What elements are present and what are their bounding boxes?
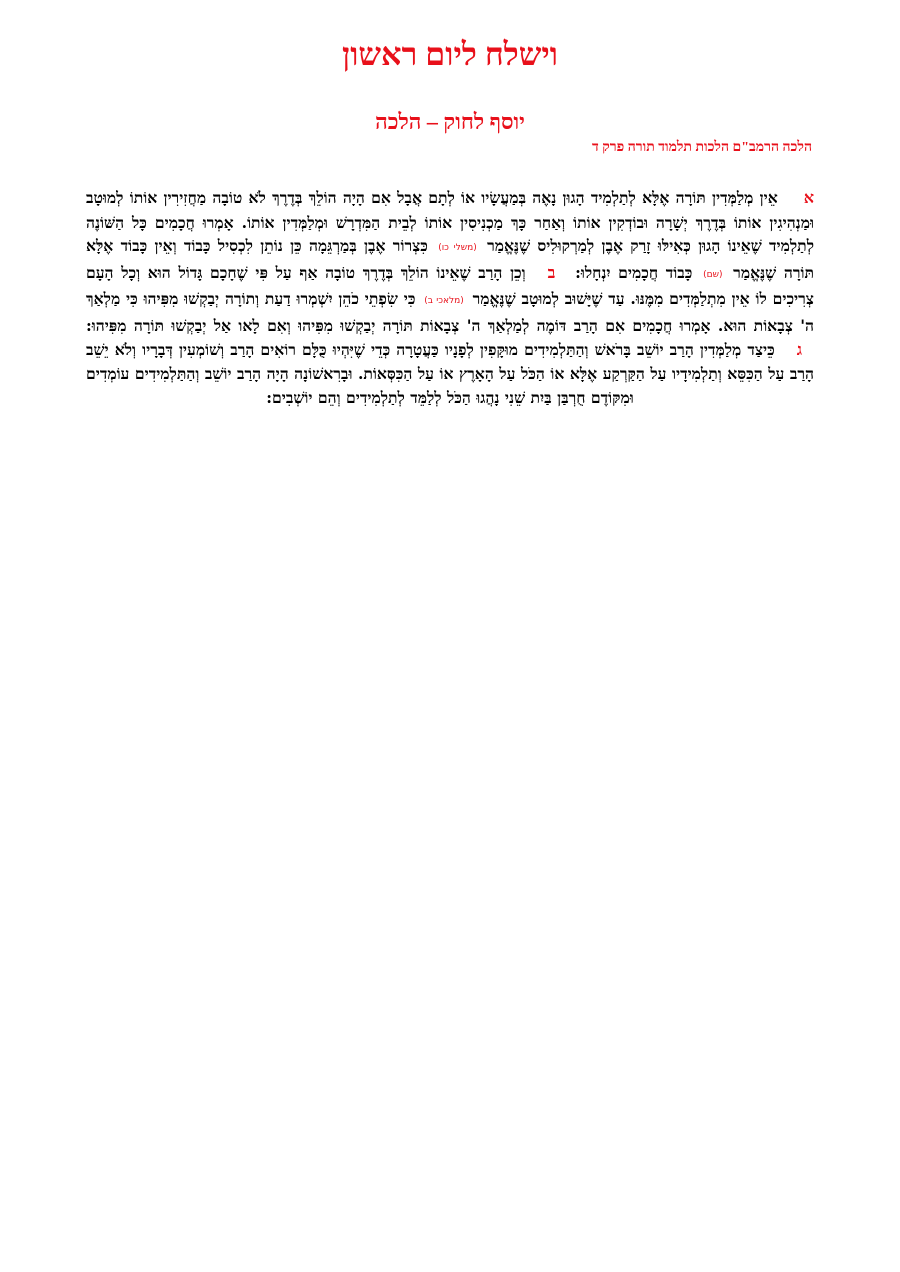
halacha-number: ב [547, 264, 556, 282]
halacha-text: וְכֵן הָרַב שֶׁאֵינוֹ הוֹלֵךְ בְּדֶרֶךְ טוֹבָה אַף עַל פִּי שֶׁחָכָם גָּדוֹל הוּא וְכָל הָעָם צְרִיכִים לוֹ אֵין מִתְלַמְּדִים מִמֶּנּוּ. עַד שֶׁיָּשׁוּב לְמוּטָב שֶׁנֶּאֱמַר [86, 262, 814, 309]
halacha-text: אֵין מְלַמְּדִין תּוֹרָה אֶלָּא לְתַלְמִיד הָגוּן נָאֶה בְּמַעֲשָׂיו אוֹ לְתָם אֲבָל אִם הָיָה הוֹלֵךְ בְּדֶרֶךְ לֹא טוֹבָה מַחֲזִירִין אוֹתוֹ לְמוּטָב וּמַנְהִיגִין אוֹתוֹ בְּדֶרֶךְ יְשָׁרָה וּבוֹדְקִין אוֹתוֹ וְאַחַר כָּךְ מַכְנִיסִין אוֹתוֹ לְבֵית הַמִּדְרָשׁ וּמְלַמְּדִין אוֹתוֹ. אָמְרוּ חֲכָמִים כָּל הַשּׁוֹנֶה לְתַלְמִיד שֶׁאֵינוֹ הָגוּן כְּאִילּוּ זָרַק אֶבֶן לְמַרְקוּלִיס שֶׁנֶּאֱמַר [86, 188, 814, 256]
halacha-text: כֵּיצַד מְלַמְּדִין הָרַב יוֹשֵׁב בָּרֹאשׁ וְהַתַּלְמִידִים מוּקָּפִין לְפָנָיו כַּעֲטָרָה כְּדֵי שֶׁיִּהְיוּ כֻּלָּם רוֹאִים הָרַב וְשׁוֹמְעִין דְּבָרָיו וְלֹא יֵשֵׁב הָרַב עַל הַכִּסֵּא וְתַלְמִידָיו עַל הַקַּרְקַע אֶלָּא אוֹ הַכֹּל עַל הָאָרֶץ אוֹ עַל הַכִּסְּאוֹת. וּבָרִאשׁוֹנָה הָיָה הָרַב יוֹשֵׁב וְהַתַּלְמִידִים עוֹמְדִים וּמִקּוֹדֶם חֻרְבַּן בַּיִת שֵׁנִי נָהֲגוּ הַכֹּל לְלַמֵּד לְתַלְמִידִים וְהֵם יוֹשְׁבִים: [86, 339, 814, 407]
halacha-text: כִּצְרוֹר אֶבֶן בְּמַרְגֵּמָה כֵּן נוֹתֵן לִכְסִיל כָּבוֹד וְאֵין כָּבוֹד אֶלָּא תּוֹרָה שֶׁנֶּאֱמַר [86, 236, 815, 282]
halacha-text: כָּבוֹד חֲכָמִים יִנְחָלוּ: [575, 262, 693, 282]
halacha-text: כִּי שִׂפְתֵי כֹהֵן יִשְׁמְרוּ דַעַת וְתוֹרָה יְבַקְשׁוּ מִפִּיהוּ כִּי מַלְאַךְ ה' צְבָאוֹת הוּא. אָמְרוּ חֲכָמִים אִם הָרַב דּוֹמֶה לְמַלְאַךְ ה' צְבָאוֹת תּוֹרָה יְבַקְשׁוּ מִפִּיהוּ וְאִם לָאו אַל יְבַקְשׁוּ תּוֹרָה מִפִּיהוּ: [86, 289, 814, 335]
halacha-number: א [803, 190, 814, 207]
page-title: וישלח ליום ראשון [342, 36, 558, 72]
verse-reference: (מלאכי ב) [424, 296, 464, 307]
verse-reference: (שם) [703, 269, 723, 280]
section-title: יוסף לחוק – הלכה [375, 109, 525, 134]
verse-reference: (משלי כו) [438, 243, 477, 254]
halacha-body [86, 186, 814, 409]
source-reference: הלכה הרמב"ם הלכות תלמוד תורה פרק ד [591, 140, 812, 155]
halacha-number: ג [796, 341, 802, 359]
